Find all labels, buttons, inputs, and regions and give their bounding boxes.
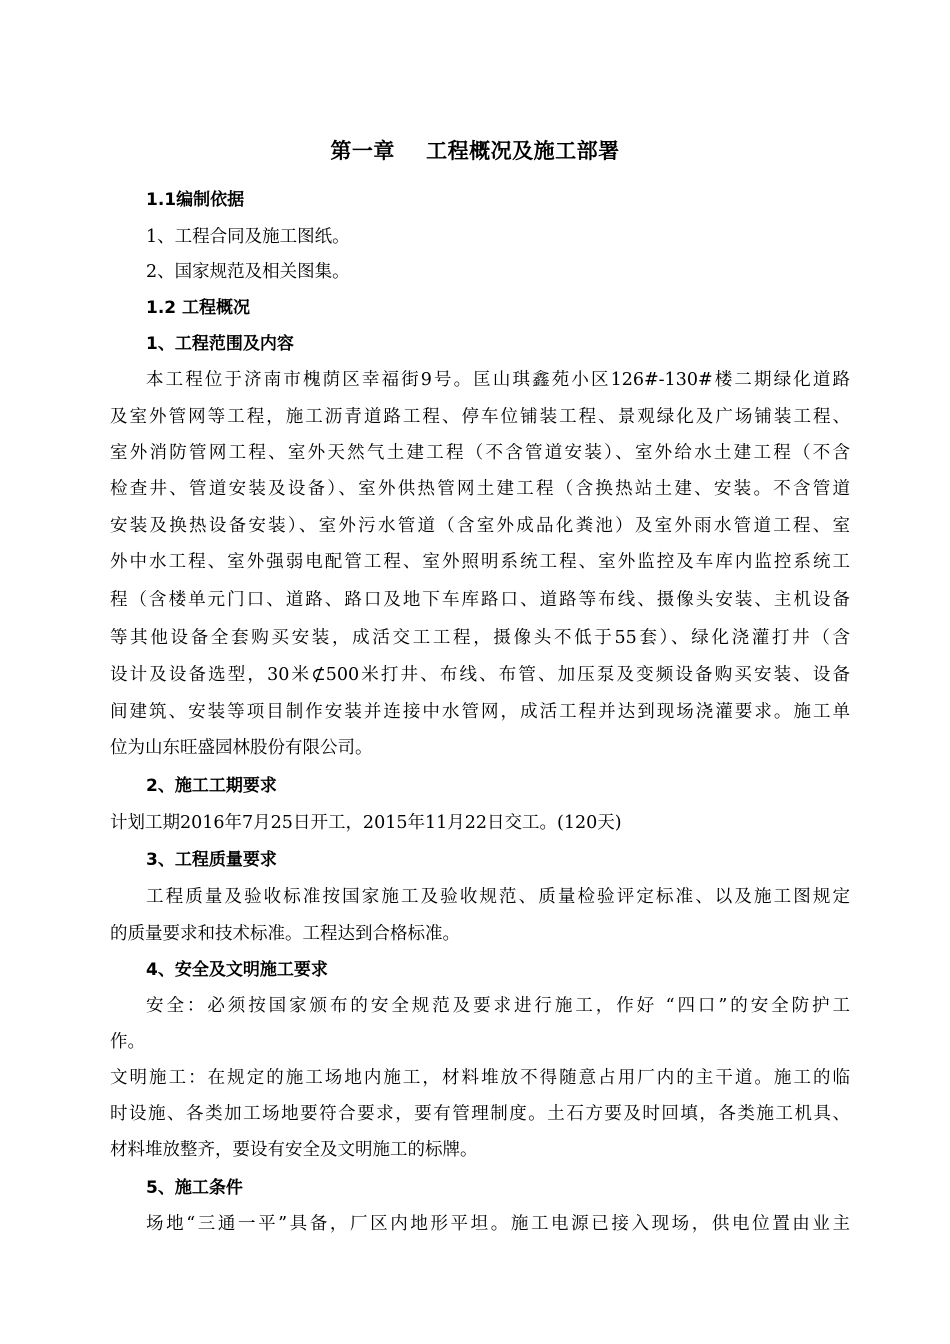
paragraph-line: 检查井、管道安装及设备）、室外供热管网土建工程（含换热站土建、安装。不含管道 <box>110 479 850 499</box>
chapter-title: 第一章 工程概况及施工部署 <box>330 139 620 163</box>
paragraph-line: 材料堆放整齐，要设有安全及文明施工的标牌。 <box>110 1140 478 1160</box>
paragraph-line: 的质量要求和技术标准。工程达到合格标准。 <box>110 924 460 944</box>
section-heading-basis: 1.1编制依据 <box>146 190 245 210</box>
subheading-safety: 4、安全及文明施工要求 <box>146 960 328 980</box>
paragraph-line: 工程质量及验收标准按国家施工及验收规范、质量检验评定标准、以及施工图规定 <box>146 887 850 907</box>
paragraph-line: 间建筑、安装等项目制作安装并连接中水管网，成活工程并达到现场浇灌要求。施工单 <box>110 702 850 722</box>
paragraph-line: 时设施、各类加工场地要符合要求，要有管理制度。土石方要及时回填，各类施工机具、 <box>110 1104 850 1124</box>
paragraph-line: 位为山东旺盛园林股份有限公司。 <box>110 738 373 758</box>
subheading-quality: 3、工程质量要求 <box>146 850 277 870</box>
paragraph-line: 作。 <box>110 1032 145 1052</box>
paragraph-line: 室外消防管网工程、室外天然气土建工程（不含管道安装）、室外给水土建工程（不含 <box>110 443 850 463</box>
subheading-conditions: 5、施工条件 <box>146 1178 243 1198</box>
paragraph-line: 计划工期2016年7月25日开工，2015年11月22日交工。(120天) <box>110 813 622 833</box>
paragraph-line: 安全：必须按国家颁布的安全规范及要求进行施工，作好 “四口”的安全防护工 <box>146 996 850 1016</box>
subheading-schedule: 2、施工工期要求 <box>146 776 277 796</box>
paragraph-line: 安装及换热设备安装）、室外污水管道（含室外成品化粪池）及室外雨水管道工程、室 <box>110 516 850 536</box>
paragraph-line: 文明施工：在规定的施工场地内施工，材料堆放不得随意占用厂内的主干道。施工的临 <box>110 1068 850 1088</box>
paragraph-line: 程（含楼单元门口、道路、路口及地下车库路口、道路等布线、摄像头安装、主机设备 <box>110 590 850 610</box>
paragraph-line: 外中水工程、室外强弱电配管工程、室外照明系统工程、室外监控及车库内监控系统工 <box>110 552 850 572</box>
paragraph-line: 设计及设备选型，30米⊄500米打井、布线、布管、加压泵及变频设备购买安装、设备 <box>110 665 850 685</box>
section-heading-overview: 1.2 工程概况 <box>146 298 251 318</box>
subheading-scope: 1、工程范围及内容 <box>146 334 294 354</box>
list-item-basis-1: 1、工程合同及施工图纸。 <box>146 227 350 247</box>
paragraph-line: 及室外管网等工程，施工沥青道路工程、停车位铺装工程、景观绿化及广场铺装工程、 <box>110 407 850 427</box>
list-item-basis-2: 2、国家规范及相关图集。 <box>146 262 350 282</box>
paragraph-line: 场地“三通一平”具备，厂区内地形平坦。施工电源已接入现场，供电位置由业主 <box>146 1214 850 1234</box>
paragraph-line: 等其他设备全套购买安装，成活交工工程，摄像头不低于55套）、绿化浇灌打井（含 <box>110 628 850 648</box>
paragraph-line: 本工程位于济南市槐荫区幸福街9号。匡山琪鑫苑小区126#-130#楼二期绿化道路 <box>146 370 850 390</box>
